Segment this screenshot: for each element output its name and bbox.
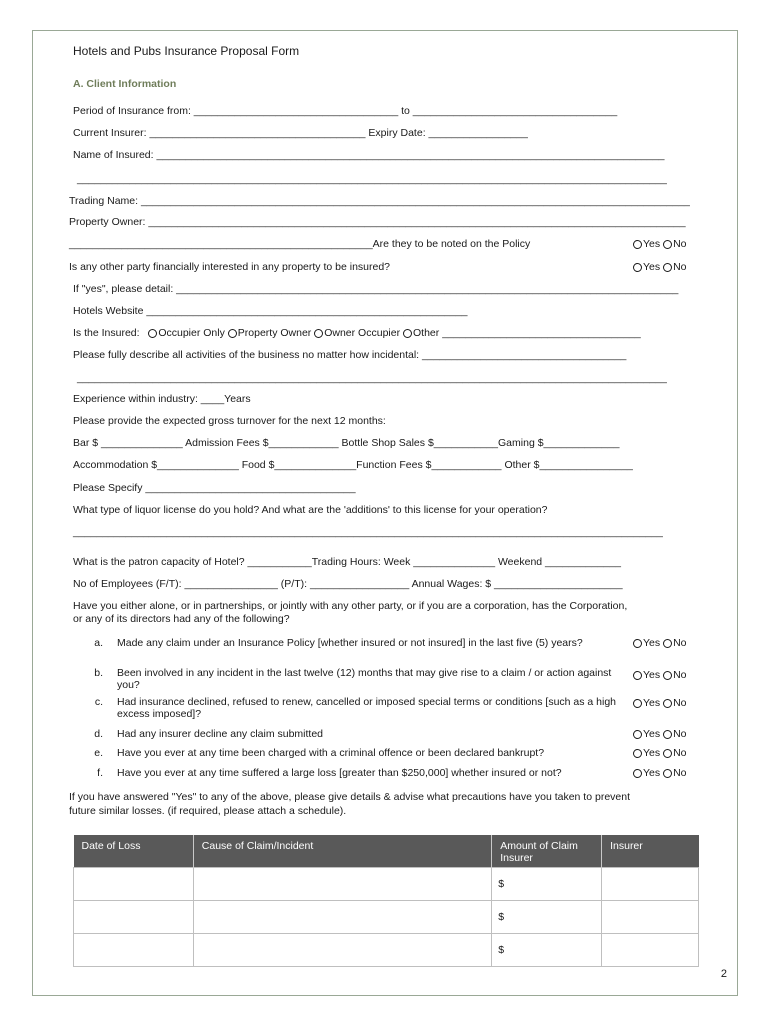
no-label: No — [673, 669, 687, 681]
question-f-yes-no — [633, 767, 687, 780]
describe-activities-field-2[interactable]: _____________________________________________________________________________________________________ — [77, 372, 667, 384]
no-label: No — [673, 238, 687, 250]
patron-capacity-field[interactable]: What is the patron capacity of Hotel? ___________Trading Hours: Week ______________ Weekend _____________ — [73, 556, 621, 568]
question-letter: d. — [94, 728, 103, 740]
radio-property-owner[interactable] — [228, 329, 237, 338]
financial-interest-yes-no — [633, 261, 687, 274]
yes-label: Yes — [643, 728, 661, 740]
radio-no[interactable] — [663, 671, 672, 680]
question-b-yes-no — [633, 669, 687, 682]
option-occupier-only: Occupier Only — [158, 327, 225, 339]
if-answered-yes-1: If you have answered "Yes" to any of the above, please give details & advise what precautions have you taken to prevent — [69, 791, 631, 803]
hotels-website-field[interactable]: Hotels Website _______________________________________________________ — [73, 305, 468, 317]
page-number: 2 — [720, 968, 727, 980]
option-other: Other — [413, 327, 440, 339]
insurer-cell[interactable] — [602, 868, 699, 901]
yes-label: Yes — [643, 697, 661, 709]
radio-no[interactable] — [663, 769, 672, 778]
no-label: No — [673, 637, 687, 649]
radio-yes[interactable] — [633, 240, 642, 249]
question-text: Had any insurer decline any claim submitted — [117, 728, 324, 740]
yes-label: Yes — [643, 238, 661, 250]
trading-name-field[interactable]: Trading Name: ______________________________________________________________________________________________ — [69, 195, 690, 207]
table-header-row — [74, 835, 699, 868]
insurer-cell[interactable] — [602, 934, 699, 967]
yes-label: Yes — [643, 669, 661, 681]
turnover-row-2[interactable]: Accommodation $______________ Food $______________Function Fees $____________ Other $________________ — [73, 459, 633, 471]
radio-no[interactable] — [663, 749, 672, 758]
table-row — [74, 868, 699, 901]
noted-policy-yes-no — [633, 238, 687, 251]
no-label: No — [673, 728, 687, 740]
liquor-license-question: What type of liquor license do you hold? And what are the 'additions' to this license for your operation? — [73, 504, 548, 516]
radio-yes[interactable] — [633, 699, 642, 708]
amount-cell[interactable]: $ — [492, 901, 602, 934]
radio-no[interactable] — [663, 263, 672, 272]
liquor-license-field[interactable]: _____________________________________________________________________________________________________ — [73, 526, 663, 538]
name-of-insured-field[interactable]: Name of Insured: _______________________________________________________________________________________ — [73, 149, 665, 161]
radio-no[interactable] — [663, 240, 672, 249]
question-letter: f. — [97, 767, 103, 779]
header-amount: Amount of Claim Insurer — [492, 835, 602, 868]
please-specify-field[interactable]: Please Specify ____________________________________ — [73, 482, 356, 494]
radio-no[interactable] — [663, 699, 672, 708]
radio-yes[interactable] — [633, 671, 642, 680]
question-letter: b. — [94, 667, 103, 679]
question-text: Made any claim under an Insurance Policy [whether insured or not insured] in the last five (5) years? — [117, 637, 583, 649]
if-answered-yes-2: future similar losses. (if required, please attach a schedule). — [69, 805, 347, 817]
property-owner-field[interactable]: Property Owner: ____________________________________________________________________________________________ — [69, 216, 686, 228]
radio-owner-occupier[interactable] — [314, 329, 323, 338]
history-intro-2: or any of its directors had any of the following? — [73, 613, 290, 625]
table-row — [74, 934, 699, 967]
period-of-insurance-field[interactable]: Period of Insurance from: ___________________________________ to ___________________________________ — [73, 105, 618, 117]
no-label: No — [673, 261, 687, 273]
question-d-yes-no — [633, 728, 687, 741]
question-text: Been involved in any incident in the last twelve (12) months that may give rise to a claim / or action against you? — [117, 667, 612, 691]
option-property-owner: Property Owner — [237, 327, 312, 339]
radio-yes[interactable] — [633, 263, 642, 272]
radio-yes[interactable] — [633, 769, 642, 778]
employees-field[interactable]: No of Employees (F/T): ________________ (P/T): _________________ Annual Wages: $ ______________________ — [73, 578, 623, 590]
question-c-yes-no — [633, 697, 687, 710]
radio-yes[interactable] — [633, 730, 642, 739]
form-title: Hotels and Pubs Insurance Proposal Form — [73, 44, 300, 58]
experience-field[interactable]: Experience within industry: ____Years — [73, 393, 251, 405]
question-d — [73, 728, 703, 742]
is-insured-row — [73, 327, 641, 340]
option-owner-occupier: Owner Occupier — [324, 327, 401, 339]
date-cell[interactable] — [74, 901, 194, 934]
is-insured-label: Is the Insured: — [73, 327, 140, 339]
radio-occupier-only[interactable] — [148, 329, 157, 338]
yes-label: Yes — [643, 747, 661, 759]
yes-label: Yes — [643, 637, 661, 649]
radio-other[interactable] — [403, 329, 412, 338]
history-intro-1: Have you either alone, or in partnerships, or jointly with any other party, or if you are a corporation, has the Corporation, — [73, 600, 628, 612]
current-insurer-field[interactable]: Current Insurer: _____________________________________ Expiry Date: _________________ — [73, 127, 528, 139]
amount-cell[interactable]: $ — [492, 934, 602, 967]
if-yes-detail-field[interactable]: If "yes", please detail: ______________________________________________________________________________________ — [73, 283, 679, 295]
question-letter: a. — [94, 637, 103, 649]
section-heading: A. Client Information — [73, 78, 177, 90]
question-text: Had insurance declined, refused to renew, cancelled or imposed special terms or conditions [such as a high excess imposed]? — [117, 696, 617, 720]
no-label: No — [673, 767, 687, 779]
loss-history-table — [73, 835, 699, 967]
radio-no[interactable] — [663, 639, 672, 648]
question-letter: c. — [94, 696, 103, 708]
cause-cell[interactable] — [193, 868, 491, 901]
amount-cell[interactable]: $ — [492, 868, 602, 901]
question-text: Have you ever at any time suffered a large loss [greater than $250,000] whether insured or not? — [117, 767, 562, 779]
no-label: No — [673, 747, 687, 759]
date-cell[interactable] — [74, 934, 194, 967]
cause-cell[interactable] — [193, 901, 491, 934]
turnover-row-1[interactable]: Bar $ ______________ Admission Fees $____________ Bottle Shop Sales $___________Gaming $_____________ — [73, 437, 620, 449]
describe-activities-field[interactable]: Please fully describe all activities of the business no matter how incidental: ___________________________________ — [73, 349, 627, 361]
turnover-intro: Please provide the expected gross turnover for the next 12 months: — [73, 415, 386, 427]
question-a — [73, 637, 703, 663]
no-label: No — [673, 697, 687, 709]
form-page — [32, 30, 738, 996]
question-b — [73, 667, 703, 693]
name-of-insured-field-2[interactable]: _____________________________________________________________________________________________________ — [77, 173, 667, 185]
yes-label: Yes — [643, 261, 661, 273]
yes-label: Yes — [643, 767, 661, 779]
question-f — [73, 767, 703, 781]
question-e-yes-no — [633, 747, 687, 760]
question-c — [73, 696, 703, 722]
question-e — [73, 747, 703, 761]
question-a-yes-no — [633, 637, 687, 650]
other-detail-field[interactable]: __________________________________ — [442, 327, 641, 339]
header-insurer: Insurer — [602, 835, 699, 868]
noted-on-policy-question[interactable]: ____________________________________________________Are they to be noted on the Policy — [69, 238, 531, 250]
insurer-cell[interactable] — [602, 901, 699, 934]
radio-no[interactable] — [663, 730, 672, 739]
header-date-of-loss: Date of Loss — [74, 835, 194, 868]
question-letter: e. — [94, 747, 103, 759]
header-cause: Cause of Claim/Incident — [193, 835, 491, 868]
cause-cell[interactable] — [193, 934, 491, 967]
radio-yes[interactable] — [633, 749, 642, 758]
radio-yes[interactable] — [633, 639, 642, 648]
question-text: Have you ever at any time been charged with a criminal offence or been declared bankrupt? — [117, 747, 545, 759]
date-cell[interactable] — [74, 868, 194, 901]
table-row — [74, 901, 699, 934]
financial-interest-question: Is any other party financially interested in any property to be insured? — [69, 261, 391, 273]
